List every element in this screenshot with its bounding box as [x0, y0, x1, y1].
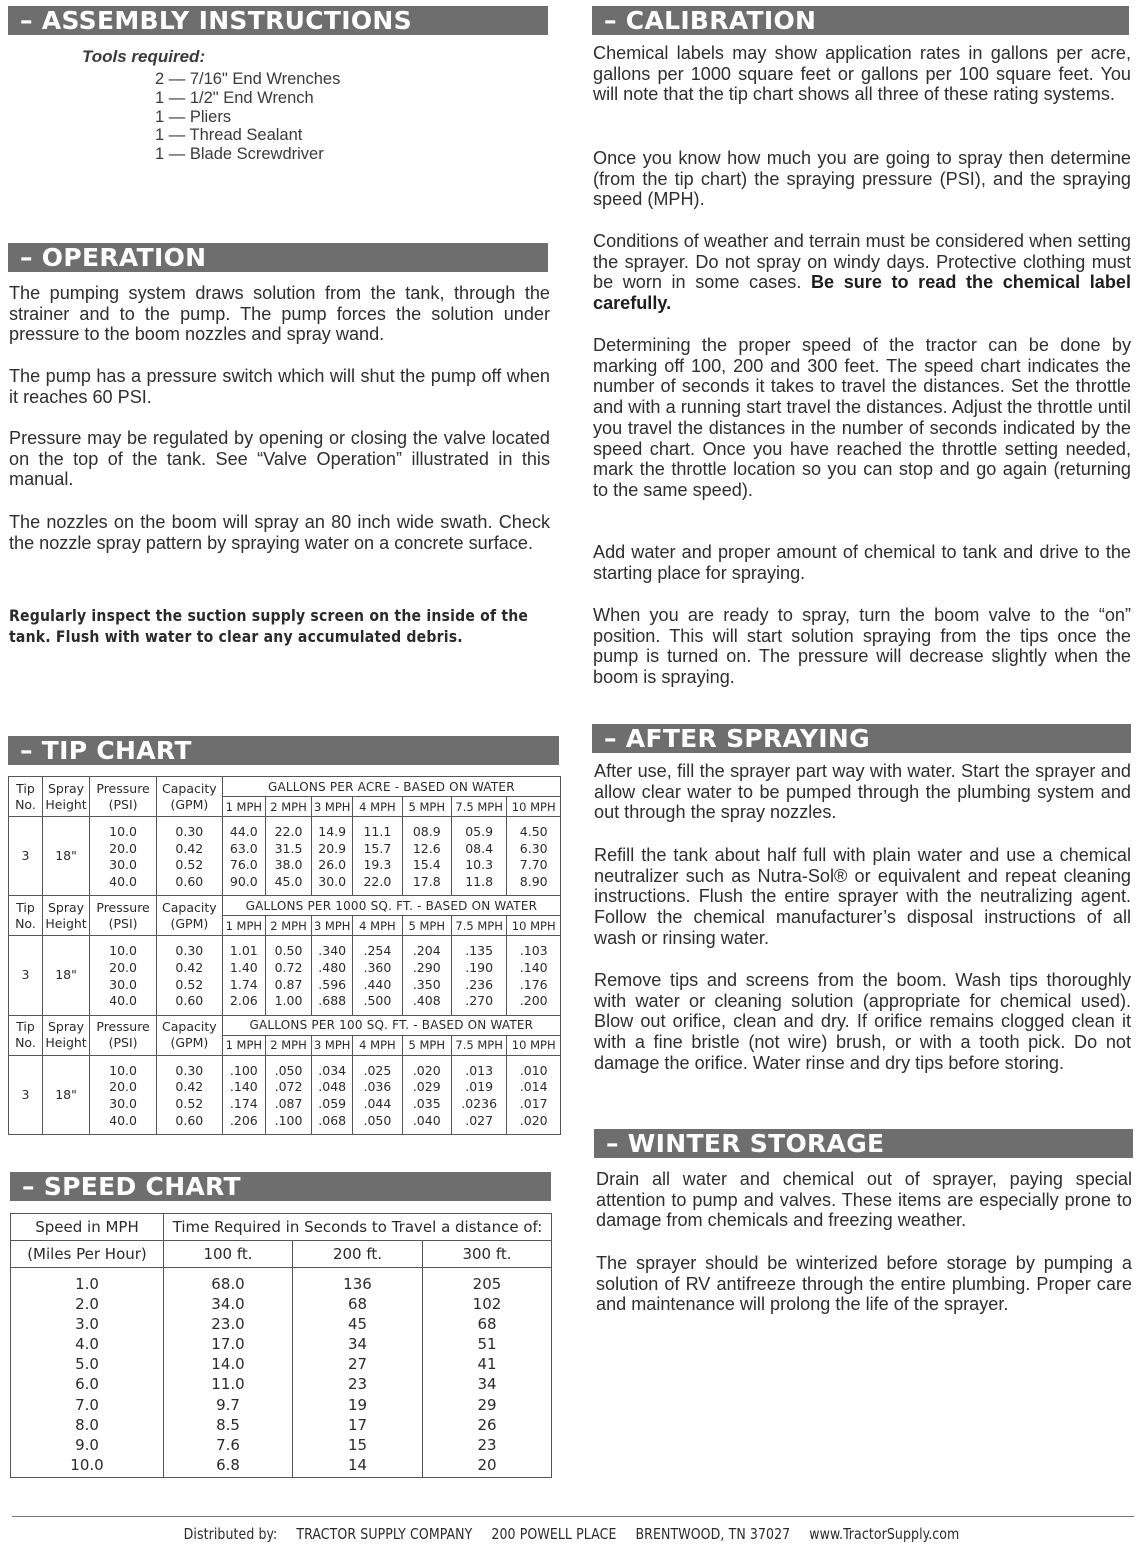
footer-city: BRENTWOOD, TN 37027 — [635, 1525, 791, 1543]
cell-value: 63.0 — [229, 840, 258, 856]
rate-values — [402, 936, 451, 1015]
cell-value: 11.8 — [465, 873, 494, 889]
cell-value: .360 — [363, 959, 392, 975]
speed-col-label: 3 MPH — [312, 1035, 353, 1055]
cell-value: 20.9 — [318, 840, 347, 856]
speed-mph-values — [11, 1268, 164, 1478]
cell-value: 90.0 — [229, 873, 258, 889]
capacity-header-line2: (GPM) — [170, 1035, 209, 1051]
cell-value: .174 — [229, 1095, 258, 1111]
cell-value: 0.87 — [274, 976, 303, 992]
speed-value: 51 — [477, 1335, 497, 1354]
pressure-header-line1: Pressure — [96, 899, 150, 915]
footer-address: 200 POWELL PLACE — [491, 1525, 617, 1543]
tip-no-header-line2: No. — [15, 796, 36, 812]
speed-value: 4.0 — [75, 1335, 99, 1354]
cell-value: 0.42 — [175, 1079, 204, 1095]
speed-col-label: 3 MPH — [312, 797, 353, 817]
cell-value: 30.0 — [318, 873, 347, 889]
pressure-header — [90, 1015, 157, 1055]
cell-value: .408 — [412, 993, 441, 1009]
tool-item: 1 — 1/2" End Wrench — [155, 88, 314, 107]
cell-value: 1.40 — [229, 959, 258, 975]
after-spraying-header: – AFTER SPRAYING — [592, 724, 1131, 753]
footer-company: TRACTOR SUPPLY COMPANY — [296, 1525, 473, 1543]
cell-value: 1.00 — [274, 993, 303, 1009]
speed-value: 102 — [472, 1295, 502, 1314]
cell-value: .176 — [519, 976, 548, 992]
speed-value: 34.0 — [211, 1295, 245, 1314]
tip-no-header — [9, 1015, 43, 1055]
capacity-values — [156, 817, 222, 896]
rate-values — [353, 936, 402, 1015]
cell-value: 31.5 — [274, 840, 303, 856]
speed-value: 5.0 — [75, 1355, 99, 1374]
rate-values — [507, 1055, 561, 1134]
pressure-header-line2: (PSI) — [108, 796, 138, 812]
cell-value: 0.30 — [175, 824, 204, 839]
rate-values — [265, 817, 311, 896]
cell-value: .135 — [465, 943, 494, 959]
spray-height-header-line2: Height — [45, 796, 87, 812]
speed-value: 3.0 — [75, 1315, 99, 1334]
cell-value: 26.0 — [318, 857, 347, 873]
cell-value: .020 — [412, 1062, 441, 1078]
cell-value: 8.90 — [519, 873, 548, 889]
tip-number: 3 — [9, 1055, 43, 1134]
cell-value: 08.4 — [465, 840, 494, 856]
cell-value: 0.42 — [175, 959, 204, 975]
cell-value: 6.30 — [519, 840, 548, 856]
cell-value: .100 — [229, 1062, 258, 1078]
speed-col-label: 5 MPH — [402, 1035, 451, 1055]
speed-value: 15 — [347, 1435, 368, 1454]
cell-value: .0236 — [461, 1095, 498, 1111]
spray-height-header — [42, 896, 89, 936]
speed-col-label: 1 MPH — [222, 916, 265, 936]
cell-value: 7.70 — [519, 857, 548, 873]
cell-value: .500 — [363, 993, 392, 1009]
rate-values — [451, 1055, 507, 1134]
speed-value: 68.0 — [211, 1275, 245, 1293]
cell-value: 38.0 — [274, 857, 303, 873]
cell-value: .029 — [412, 1079, 441, 1095]
winter-storage-paragraph-1: Drain all water and chemical out of sprayer, paying special attention to pump and valves. These items are especially prone to damage from chemicals and freezing weather. — [596, 1169, 1132, 1231]
cell-value: 10.0 — [109, 1062, 137, 1078]
speed-col-label: 1 MPH — [222, 797, 265, 817]
speed-value: 2.0 — [75, 1295, 99, 1314]
calibration-paragraph-1: Chemical labels may show application rates in gallons per acre, gallons per 1000 square feet or gallons per 100 square feet. You will note that the tip chart shows all three of these rating systems. — [593, 43, 1131, 105]
assembly-header: – ASSEMBLY INSTRUCTIONS — [8, 6, 548, 35]
cell-value: 17.8 — [412, 873, 441, 889]
tool-item: 1 — Blade Screwdriver — [155, 145, 324, 164]
speed-col-label: 10 MPH — [507, 1035, 561, 1055]
cell-value: 20.0 — [109, 840, 137, 856]
speed-value: 8.5 — [216, 1415, 240, 1434]
calibration-paragraph-3-text: Conditions of weather and terrain must be considered when setting the sprayer. Do not spray on windy days. Protective clothing must be worn in some cases. — [593, 231, 1131, 293]
rate-values — [312, 1055, 353, 1134]
cell-value: .034 — [318, 1062, 347, 1078]
cell-value: 10.3 — [465, 857, 494, 873]
tip-no-header — [9, 896, 43, 936]
cell-value: 08.9 — [412, 824, 441, 839]
time-200ft-values — [293, 1268, 423, 1478]
cell-value: 0.42 — [175, 840, 204, 856]
speed-value: 26 — [477, 1415, 497, 1434]
cell-value: 15.4 — [412, 857, 441, 873]
operation-header: – OPERATION — [8, 243, 548, 272]
cell-value: .025 — [363, 1062, 392, 1078]
cell-value: .254 — [363, 943, 392, 959]
spray-height-header-line2: Height — [45, 915, 87, 931]
tip-chart-header: – TIP CHART — [8, 736, 559, 765]
rate-values — [222, 1055, 265, 1134]
rate-values — [507, 936, 561, 1015]
speed-value: 11.0 — [211, 1375, 245, 1394]
speed-value: 1.0 — [75, 1275, 99, 1293]
rate-values — [312, 817, 353, 896]
speed-col-label: 4 MPH — [353, 916, 402, 936]
capacity-values — [156, 1055, 222, 1134]
tip-no-header-line1: Tip — [16, 780, 35, 796]
rate-values — [402, 817, 451, 896]
rate-values — [402, 1055, 451, 1134]
cell-value: .036 — [363, 1079, 392, 1095]
speed-value: 14 — [347, 1455, 368, 1474]
tip-chart-table — [8, 776, 561, 1135]
calibration-paragraph-2: Once you know how much you are going to spray then determine (from the tip chart) the spraying pressure (PSI), and the spraying speed (MPH). — [593, 148, 1131, 210]
cell-value: 0.52 — [175, 1095, 204, 1111]
cell-value: 19.3 — [363, 857, 392, 873]
cell-value: 14.9 — [318, 824, 347, 839]
speed-col-header: Speed in MPH — [11, 1214, 164, 1241]
speed-value: 23.0 — [211, 1315, 245, 1334]
cell-value: .035 — [412, 1095, 441, 1111]
cell-value: 45.0 — [274, 873, 303, 889]
cell-value: 40.0 — [109, 1112, 137, 1128]
cell-value: 0.50 — [274, 943, 303, 959]
rate-values — [451, 936, 507, 1015]
cell-value: .350 — [412, 976, 441, 992]
cell-value: 15.7 — [363, 840, 392, 856]
speed-col-label: 4 MPH — [353, 1035, 402, 1055]
speed-col-label: 7.5 MPH — [451, 797, 507, 817]
operation-paragraph-3: Pressure may be regulated by opening or closing the valve located on the top of the tank. See “Valve Operation” illustrated in this manual. — [9, 428, 550, 490]
tip-no-header-line2: No. — [15, 1035, 36, 1051]
speed-col-label: 10 MPH — [507, 916, 561, 936]
after-spraying-paragraph-3: Remove tips and screens from the boom. Wash tips thoroughly with water or cleaning solution (appropriate for chemical used). Blow out orifice, clean and dry. If orifice remains clogged clean it with a fine bristle (not wire) brush, or with a tooth pick. Do not damage the orifice. Water rinse and dry tips before storing. — [594, 970, 1131, 1073]
cell-value: .017 — [519, 1095, 548, 1111]
speed-value: 6.0 — [75, 1375, 99, 1394]
pressure-header — [90, 777, 157, 817]
tip-number: 3 — [9, 936, 43, 1015]
cell-value: .013 — [465, 1062, 494, 1078]
rate-values — [353, 817, 402, 896]
footer-divider — [12, 1516, 1134, 1517]
speed-col-label: 2 MPH — [265, 797, 311, 817]
tip-no-header — [9, 777, 43, 817]
cell-value: .087 — [274, 1095, 303, 1111]
cell-value: .190 — [465, 959, 494, 975]
spray-height: 18" — [42, 1055, 89, 1134]
speed-value: 20 — [477, 1455, 497, 1474]
pressure-header-line1: Pressure — [96, 780, 150, 796]
speed-col-label: 3 MPH — [312, 916, 353, 936]
tool-item: 1 — Pliers — [155, 107, 232, 126]
rate-values — [265, 1055, 311, 1134]
cell-value: .688 — [318, 993, 347, 1009]
cell-value: .050 — [363, 1112, 392, 1128]
speed-value: 8.0 — [75, 1415, 99, 1434]
operation-paragraph-2: The pump has a pressure switch which will shut the pump off when it reaches 60 PSI. — [9, 366, 550, 407]
winter-storage-header: – WINTER STORAGE — [594, 1129, 1133, 1158]
capacity-values — [156, 936, 222, 1015]
cell-value: .206 — [229, 1112, 258, 1128]
cell-value: 05.9 — [465, 824, 494, 839]
capacity-header-line1: Capacity — [162, 1019, 217, 1035]
speed-value: 136 — [343, 1275, 372, 1293]
speed-col-label: 4 MPH — [353, 797, 402, 817]
calibration-paragraph-6: When you are ready to spray, turn the boom valve to the “on” position. This will start solution spraying from the tips once the pump is turned on. The pressure will decrease slightly when the boom is spraying. — [593, 605, 1131, 688]
pressure-header-line2: (PSI) — [108, 915, 138, 931]
tip-no-header-line1: Tip — [16, 899, 35, 915]
cell-value: .068 — [318, 1112, 347, 1128]
speed-value: 45 — [347, 1315, 368, 1334]
speed-col-label: 7.5 MPH — [451, 916, 507, 936]
cell-value: .100 — [274, 1112, 303, 1128]
speed-value: 68 — [347, 1295, 368, 1314]
time-300ft-values — [423, 1268, 552, 1478]
cell-value: .050 — [274, 1062, 303, 1078]
speed-value: 34 — [477, 1375, 497, 1394]
tools-required-title: Tools required: — [82, 47, 206, 66]
capacity-header — [156, 896, 222, 936]
cell-value: 1.01 — [229, 943, 258, 959]
cell-value: .072 — [274, 1079, 303, 1095]
cell-value: 1.74 — [229, 976, 258, 992]
speed-chart-header: – SPEED CHART — [10, 1172, 551, 1201]
speed-value: 23 — [477, 1435, 497, 1454]
footer-distributed-by: Distributed by: — [183, 1525, 278, 1543]
cell-value: 20.0 — [109, 959, 137, 975]
after-spraying-paragraph-1: After use, fill the sprayer part way with water. Start the sprayer and allow clear water to be pumped through the plumbing system and out through the spray nozzles. — [594, 761, 1131, 823]
capacity-header-line1: Capacity — [162, 899, 217, 915]
cell-value: 30.0 — [109, 1095, 137, 1111]
speed-value: 27 — [347, 1355, 368, 1374]
pressure-values — [90, 936, 157, 1015]
rate-values — [222, 817, 265, 896]
distance-100-header: 100 ft. — [164, 1241, 293, 1268]
cell-value: 44.0 — [229, 824, 258, 839]
cell-value: 12.6 — [412, 840, 441, 856]
speed-value: 9.7 — [216, 1395, 240, 1414]
tools-list — [155, 70, 340, 164]
speed-col-subheader: (Miles Per Hour) — [11, 1241, 164, 1268]
tip-group-label: GALLONS PER 100 SQ. FT. - BASED ON WATER — [222, 1015, 560, 1035]
speed-value: 14.0 — [211, 1355, 245, 1374]
calibration-header: – CALIBRATION — [592, 6, 1129, 35]
cell-value: 10.0 — [109, 824, 137, 839]
calibration-paragraph-3 — [593, 231, 1131, 314]
tip-group-label: GALLONS PER ACRE - BASED ON WATER — [222, 777, 560, 797]
capacity-header-line2: (GPM) — [170, 796, 209, 812]
footer — [40, 1525, 1103, 1543]
spray-height: 18" — [42, 936, 89, 1015]
cell-value: 40.0 — [109, 873, 137, 889]
capacity-header-line2: (GPM) — [170, 915, 209, 931]
cell-value: 0.72 — [274, 959, 303, 975]
speed-value: 205 — [472, 1275, 502, 1293]
cell-value: 0.60 — [175, 873, 204, 889]
cell-value: 20.0 — [109, 1079, 137, 1095]
tip-no-header-line2: No. — [15, 915, 36, 931]
speed-value: 6.8 — [216, 1455, 240, 1474]
cell-value: .048 — [318, 1079, 347, 1095]
cell-value: 0.60 — [175, 993, 204, 1009]
spray-height-header-line1: Spray — [48, 1019, 85, 1035]
cell-value: 40.0 — [109, 993, 137, 1009]
spray-height: 18" — [42, 817, 89, 896]
speed-col-label: 1 MPH — [222, 1035, 265, 1055]
cell-value: 11.1 — [363, 824, 392, 839]
cell-value: 22.0 — [363, 873, 392, 889]
calibration-paragraph-5: Add water and proper amount of chemical to tank and drive to the starting place for spraying. — [593, 542, 1131, 583]
rate-values — [353, 1055, 402, 1134]
chemical-label-warning: Be sure to read the chemical label carefully. — [593, 272, 1132, 314]
spray-height-header-line1: Spray — [48, 899, 85, 915]
speed-value: 7.0 — [75, 1395, 99, 1414]
cell-value: .340 — [318, 943, 347, 959]
cell-value: 30.0 — [109, 976, 137, 992]
cell-value: .140 — [229, 1079, 258, 1095]
maintenance-warning: Regularly inspect the suction supply screen on the inside of the tank. Flush with water to clear any accumulated debris. — [9, 607, 529, 646]
pressure-header — [90, 896, 157, 936]
speed-col-label: 5 MPH — [402, 916, 451, 936]
cell-value: 0.30 — [175, 943, 204, 959]
cell-value: .440 — [363, 976, 392, 992]
speed-value: 10.0 — [70, 1455, 104, 1474]
distance-200-header: 200 ft. — [293, 1241, 423, 1268]
speed-col-label: 2 MPH — [265, 1035, 311, 1055]
speed-value: 29 — [477, 1395, 497, 1414]
cell-value: 0.30 — [175, 1062, 204, 1078]
capacity-header-line1: Capacity — [162, 780, 217, 796]
tip-number: 3 — [9, 817, 43, 896]
cell-value: .014 — [519, 1079, 548, 1095]
tool-item: 1 — Thread Sealant — [155, 126, 303, 145]
time-100ft-values — [164, 1268, 293, 1478]
cell-value: .027 — [465, 1112, 494, 1128]
speed-value: 17 — [347, 1415, 368, 1434]
pressure-values — [90, 817, 157, 896]
spray-height-header-line1: Spray — [48, 780, 85, 796]
pressure-header-line1: Pressure — [96, 1019, 150, 1035]
pressure-header-line2: (PSI) — [108, 1035, 138, 1051]
footer-url[interactable]: www.TractorSupply.com — [809, 1525, 960, 1543]
rate-values — [265, 936, 311, 1015]
tip-no-header-line1: Tip — [16, 1019, 35, 1035]
cell-value: .290 — [412, 959, 441, 975]
speed-col-label: 2 MPH — [265, 916, 311, 936]
capacity-header — [156, 1015, 222, 1055]
speed-value: 19 — [347, 1395, 368, 1414]
cell-value: 4.50 — [519, 824, 548, 839]
operation-paragraph-4: The nozzles on the boom will spray an 80 inch wide swath. Check the nozzle spray pattern by spraying water on a concrete surface. — [9, 512, 550, 553]
cell-value: .596 — [318, 976, 347, 992]
rate-values — [312, 936, 353, 1015]
cell-value: 0.52 — [175, 857, 204, 873]
rate-values — [451, 817, 507, 896]
speed-value: 41 — [477, 1355, 497, 1374]
speed-value: 17.0 — [211, 1335, 245, 1354]
cell-value: .019 — [465, 1079, 494, 1095]
capacity-header — [156, 777, 222, 817]
rate-values — [507, 817, 561, 896]
calibration-paragraph-4: Determining the proper speed of the tractor can be done by marking off 100, 200 and 300 feet. The speed chart indicates the number of seconds it takes to travel the distances. Set the throttle and with a running start travel the distances. Adjust the throttle until you travel the distances in the number of seconds indicated by the speed chart. Once you have reached the throttle setting needed, mark the throttle location so you can stop and go again (returning to the same speed). — [593, 335, 1131, 500]
distance-300-header: 300 ft. — [423, 1241, 552, 1268]
cell-value: .140 — [519, 959, 548, 975]
after-spraying-paragraph-2: Refill the tank about half full with plain water and use a chemical neutralizer such as Nutra-Sol® or equivalent and repeat cleaning instructions. Flush the entire sprayer with the neutralizing agent. Follow the chemical manufacturer’s disposal instructions of all wash or rinsing water. — [594, 845, 1131, 948]
cell-value: .200 — [519, 993, 548, 1009]
cell-value: .204 — [412, 943, 441, 959]
cell-value: .103 — [519, 943, 548, 959]
speed-value: 68 — [477, 1315, 497, 1334]
cell-value: .010 — [519, 1062, 548, 1078]
cell-value: .020 — [519, 1112, 548, 1128]
cell-value: .236 — [465, 976, 494, 992]
speed-col-label: 10 MPH — [507, 797, 561, 817]
cell-value: .059 — [318, 1095, 347, 1111]
cell-value: 30.0 — [109, 857, 137, 873]
tool-item: 2 — 7/16" End Wrenches — [155, 70, 341, 88]
spray-height-header — [42, 1015, 89, 1055]
pressure-values — [90, 1055, 157, 1134]
time-col-header: Time Required in Seconds to Travel a distance of: — [164, 1214, 552, 1241]
cell-value: 0.60 — [175, 1112, 204, 1128]
cell-value: 2.06 — [229, 993, 258, 1009]
tip-group-label: GALLONS PER 1000 SQ. FT. - BASED ON WATER — [222, 896, 560, 916]
cell-value: 10.0 — [109, 943, 137, 959]
speed-value: 23 — [347, 1375, 368, 1394]
speed-value: 9.0 — [75, 1435, 99, 1454]
cell-value: .040 — [412, 1112, 441, 1128]
cell-value: 22.0 — [274, 824, 303, 839]
spray-height-header-line2: Height — [45, 1035, 87, 1051]
speed-col-label: 7.5 MPH — [451, 1035, 507, 1055]
winter-storage-paragraph-2: The sprayer should be winterized before storage by pumping a solution of RV antifreeze through the entire plumbing. Proper care and maintenance will prolong the life of the sprayer. — [596, 1253, 1132, 1315]
spray-height-header — [42, 777, 89, 817]
operation-paragraph-1: The pumping system draws solution from the tank, through the strainer and to the pump. The pump forces the solution under pressure to the boom nozzles and spray wand. — [9, 283, 550, 345]
speed-value: 7.6 — [216, 1435, 240, 1454]
cell-value: .044 — [363, 1095, 392, 1111]
cell-value: 76.0 — [229, 857, 258, 873]
speed-col-label: 5 MPH — [402, 797, 451, 817]
speed-value: 34 — [347, 1335, 368, 1354]
cell-value: 0.52 — [175, 976, 204, 992]
cell-value: .480 — [318, 959, 347, 975]
rate-values — [222, 936, 265, 1015]
speed-chart-table — [10, 1213, 552, 1478]
cell-value: .270 — [465, 993, 494, 1009]
